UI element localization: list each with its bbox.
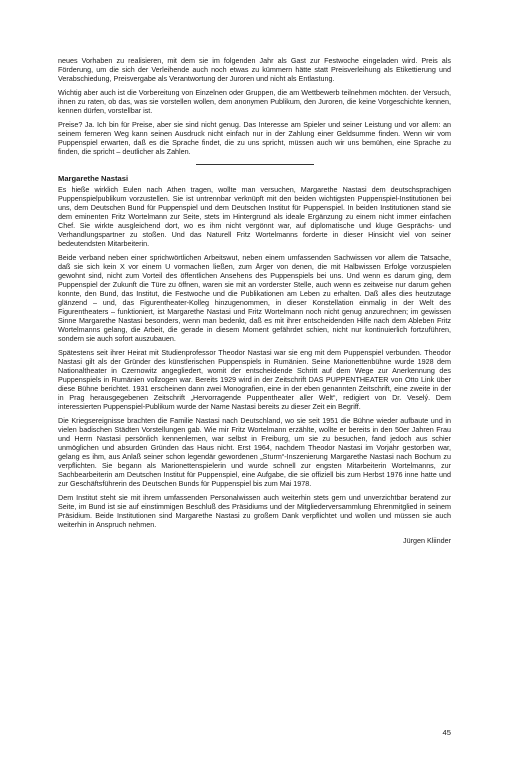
section-divider: [196, 164, 314, 165]
paragraph: Wichtig aber auch ist die Vorbereitung von Einzelnen oder Gruppen, die am Wettbewerb teilnehmen möchten. der Versuch, ihnen zu raten, ob das, was sie vorstellen wollen, dem anonymen Publikum, den Juroren, die keine Vorgeschichte kennen, kennen dürfen, vorstellbar ist.: [58, 88, 451, 115]
paragraph: Spätestens seit ihrer Heirat mit Studienprofessor Theodor Nastasi war sie eng mit dem Puppenspiel verbunden. Theodor Nastasi gilt als der Gründer des künstlerischen Puppenspiels in Rumänien. Seine Marionettenbühne wurde 1928 dem Nationaltheater in Czernowitz angegliedert, womit der entscheidende Schritt auf dem Wege zur Anerkennung des Puppenspiels in Rumänien vollzogen war. Bereits 1929 wird in der Zeitschrift DAS PUPPENTHEATER von Otto Link über diese Bühne berichtet. 1931 erscheinen dann zwei Monografien, eine in der eben genannten Zeitschrift, eine zweite in der in Prag herausgegebenen Zeitschrift „Hervorragende Puppentheater aller Welt“, redigiert von Dr. Veselý. Dem interessierten Puppenspiel-Publikum wurde der Name Nastasi bereits zu dieser Zeit ein Begriff.: [58, 348, 451, 411]
paragraph: neues Vorhaben zu realisieren, mit dem sie im folgenden Jahr als Gast zur Festwoche eingeladen wird. Preis als Förderung, um die sich der Verleihende auch noch etwas zu kümmern hätte statt Preisverleihung als Etikettierung und Verabschiedung, Preisvergabe als Verantwortung der Juroren und nicht als Entlastung.: [58, 56, 451, 83]
paragraph: Es hieße wirklich Eulen nach Athen tragen, wollte man versuchen, Margarethe Nastasi dem deutschsprachigen Puppenspielpublikum vorzustellen. Sie ist untrennbar verknüpft mit den beiden wichtigsten Puppenspiel-Institutionen bei uns, dem Deutschen Bund für Puppenspiel und dem Deutschen Institut für Puppenspiel. In beiden Institutionen stand sie dem eminenten Fritz Wortelmann zur Seite, stets im Hintergrund als ideale Ergänzung zu einem nicht immer einfachen Chef. Sie wirkte ausgleichend dort, wo es ihm nicht vergönnt war, auf diplomatische und kluge Gesprächs- und Verhandlungspartner zu stoßen. Und das Naturell Fritz Wortelmanns forderte in dieser Hinsicht viel von seiner bedeutendsten Mitarbeiterin.: [58, 185, 451, 248]
author-signature: Jürgen Kliinder: [403, 536, 451, 545]
paragraph: Die Kriegsereignisse brachten die Familie Nastasi nach Deutschland, wo sie seit 1951 die Bühne wieder aufbaute und in vielen badischen Städten Vorstellungen gab. Wie mir Fritz Wortelmann erzählte, wollte er bereits in den 50er Jahren Frau und Herrn Nastasi persönlich kennenlernen, war selbst in Freiburg, um sie zu besuchen, fand jedoch aus schier unmöglichen und absurden Gründen das Haus nicht. Erst 1964, nachdem Theodor Nastasi im Vorjahr gestorben war, gelang es ihm, aus Anlaß seiner schon legendär gewordenen „Sturm“-Inszenierung Margarethe Nastasi nach Bochum zu verpflichten. Sie begann als Marionettenspielerin und wurde schnell zur engsten Mitarbeiterin Wortelmanns, zur Sachbearbeiterin am Deutschen Institut für Puppenspiel, eine Aufgabe, die sie offiziell bis zum Herbst 1976 inne hatte und zur Geschäftsführerin des Deutschen Bunds für Puppenspiel bis zum Mai 1978.: [58, 416, 451, 488]
paragraph: Beide verband neben einer sprichwörtlichen Arbeitswut, neben einem umfassenden Sachwissen vor allem die Tatsache, daß sie sich kein X vor einem U vormachen ließen, zum Ärger von denen, die mit Halbwissen Erfolge vorzuspielen gewohnt sind, nicht zum Vorteil des öffentlichen Ansehens des Puppenspiels bei uns. Und wenn es darum ging, dem Puppenspiel der Zukunft die Türe zu öffnen, waren sie mit an vorderster Stelle, auch wenn es zeitweise nur darum gehen konnte, den Bund, das Institut, die Festwoche und die Publikationen am Leben zu erhalten. Daß alles dies heutzutage glänzend – und, das Figurentheater-Kolleg hinzugenommen, in dieser Konstellation einmalig in der Welt des Figurentheaters – funktioniert, ist Margarethe Nastasi und Fritz Wortelmann noch nicht genug anzurechnen; im gewissen Sinne Margarethe Nastasi besonders, wenn man bedenkt, daß es mit ihrer entscheidenden Hilfe nach dem Ableben Fritz Wortelmanns gelang, die Arbeit, die gerade in diesem Moment gefährdet schien, nicht nur kontinuierlich fortzuführen, sondern sie auch sofort auszubauen.: [58, 253, 451, 343]
paragraph: Dem Institut steht sie mit ihrem umfassenden Personalwissen auch weiterhin stets gern und unverzichtbar beratend zur Seite, im Bund ist sie auf einstimmigen Beschluß des Präsidiums und der Mitgliederversammlung Ehrenmitglied in seinem Präsidium. Beide Institutionen sind Margarethe Nastasi zu großem Dank verpflichtet und wollen und müssen sie auch weiterhin in Anspruch nehmen.: [58, 493, 451, 529]
paragraph: Preise? Ja. Ich bin für Preise, aber sie sind nicht genug. Das Interesse am Spieler und seiner Leistung und vor allem: an seinem ferneren Weg kann seinen Ausdruck nicht einfach nur in der Zahlung einer Geldsumme finden. Wenn wir vom Puppenspiel erwarten, daß es die Sprache findet, die zu uns spricht, müssen auch wir uns bemühen, eine Sprache zu finden, die spricht – deutlicher als Zahlen.: [58, 120, 451, 156]
section-text: [58, 185, 451, 529]
intro-text: [58, 56, 451, 156]
page-number: 45: [442, 728, 451, 737]
section-heading: Margarethe Nastasi: [58, 174, 129, 183]
